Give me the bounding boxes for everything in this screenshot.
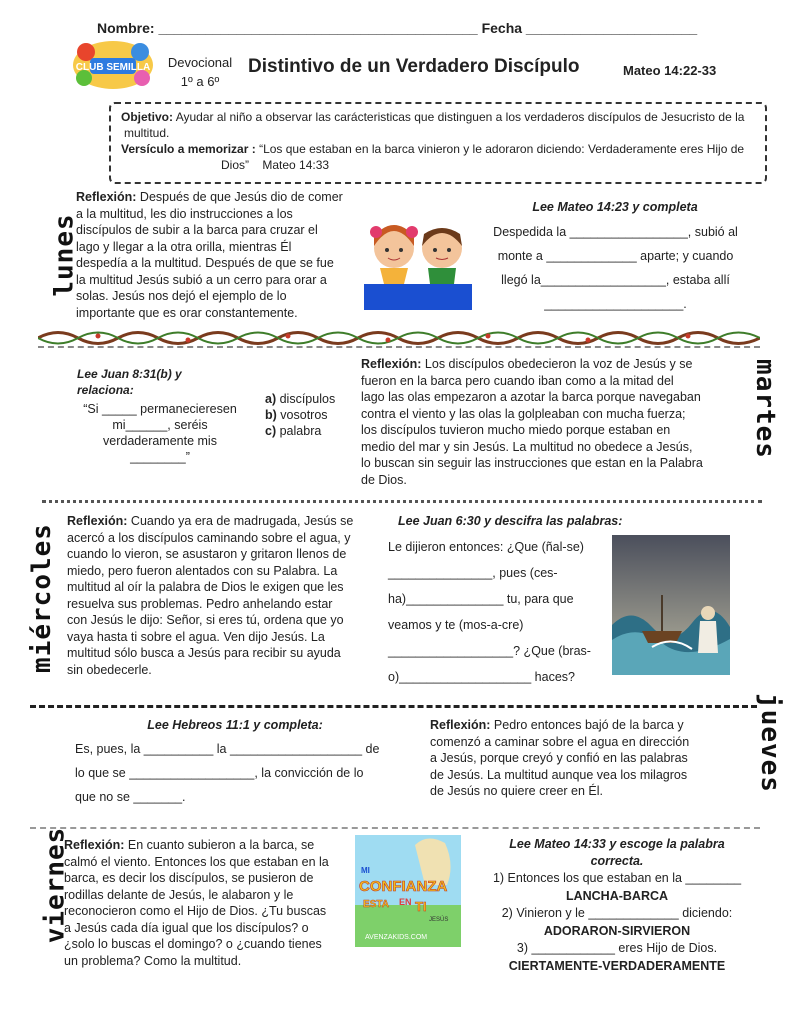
viernes-activity-title bbox=[472, 836, 762, 870]
jueves-refl-line-1: comenzó a caminar sobre el agua en dirección bbox=[430, 734, 690, 749]
objective-line-2: multitud. bbox=[124, 126, 170, 140]
reflexion-label: Reflexión: bbox=[64, 838, 125, 852]
martes-options bbox=[265, 391, 335, 439]
mie-act-line-3[interactable]: veamos y te (mos-a-cre) bbox=[388, 618, 524, 632]
martes-refl-line-6: lo buscan sin seguir las instrucciones que estan en la Palabra bbox=[361, 456, 703, 470]
martes-refl-line-0: Los discípulos obedecieron la voz de Jesús y se bbox=[424, 357, 693, 371]
mie-act-line-0[interactable]: Le dijieron entonces: ¿Que (ñal-se) bbox=[388, 540, 584, 554]
martes-refl-line-5: medio del mar y sin Jesús. La multitud no obedece a Jesús, bbox=[361, 439, 693, 454]
vie-title-line-1: Lee Mateo 14:33 y escoge la palabra bbox=[509, 837, 725, 851]
martes-refl-line-2: lago las olas empezaron a azotar la barca porque navegaban bbox=[361, 390, 701, 404]
svg-text:MI: MI bbox=[361, 866, 370, 875]
mie-refl-line-1: acercó a los discípulos caminando sobre el agua, y bbox=[67, 530, 351, 545]
vie-item-1[interactable]: 1) Entonces los que estaban en la ________ bbox=[492, 871, 742, 885]
vie-item-2[interactable]: 2) Vinieron y le _____________ diciendo: bbox=[501, 906, 733, 920]
martes-quote-line-1[interactable]: mi______, seréis bbox=[112, 418, 208, 432]
reflexion-label: Reflexión: bbox=[76, 190, 137, 204]
mie-refl-line-3: miedo, pero fueron alentados con su Palabra. La bbox=[67, 563, 338, 578]
lunes-refl-line-5: la multitud Jesús subió a un cerro para orar a bbox=[76, 272, 327, 287]
vie-item-1-answer: LANCHA-BARCA bbox=[565, 888, 669, 903]
option-b: b) vosotros bbox=[265, 408, 328, 422]
verse-line-2: Dios” Mateo 14:33 bbox=[221, 158, 330, 172]
vie-refl-line-3: rodillas delante de Jesús, le alabaron y le bbox=[64, 887, 294, 902]
jueves-refl-line-4: de Jesús no quiere creer en Él. bbox=[430, 784, 604, 798]
martes-title-line-2: relaciona: bbox=[77, 383, 134, 397]
mie-refl-line-2: cuando lo vieron, se asustaron y gritaron llenos de bbox=[67, 547, 347, 561]
miercoles-reflexion bbox=[67, 513, 387, 678]
vie-refl-line-4: reconocieron como el Hijo de Dios. ¿Tu buscas bbox=[64, 904, 327, 918]
miercoles-activity-title: Lee Juan 6:30 y descifra las palabras: bbox=[398, 514, 623, 528]
martes-quote-line-2[interactable]: verdaderamente mis bbox=[103, 434, 217, 448]
objective-label: Objetivo: bbox=[121, 110, 174, 124]
lunes-act-line-0[interactable]: Despedida la _________________, subió al bbox=[493, 225, 738, 239]
jueves-reflexion bbox=[430, 717, 730, 800]
jueves-activity-title: Lee Hebreos 11:1 y completa: bbox=[147, 718, 323, 732]
day-label-jueves: jueves bbox=[754, 693, 785, 793]
vie-refl-line-2: barca, es decir los discípulos, se pusieron de bbox=[64, 871, 314, 885]
mie-act-line-2[interactable]: ha)______________ tu, para que bbox=[388, 592, 574, 606]
vie-refl-line-0: En cuanto subieron a la barca, se bbox=[127, 838, 315, 852]
mie-act-line-5[interactable]: o)___________________ haces? bbox=[388, 670, 575, 684]
martes-refl-line-4: los discípulos tuvieron mucho miedo porque estaban en bbox=[361, 423, 671, 437]
svg-text:TI: TI bbox=[415, 899, 427, 914]
vie-refl-line-6: ¿solo lo buscas el domingo? o ¿cuando tienes bbox=[64, 937, 322, 951]
praying-children-illustration bbox=[362, 212, 474, 314]
vie-item-3[interactable]: 3) ____________ eres Hijo de Dios. bbox=[516, 941, 718, 955]
martes-refl-line-7: de Dios. bbox=[361, 472, 407, 487]
title-reference: Mateo 14:22-33 bbox=[623, 63, 717, 78]
lunes-reflexion bbox=[76, 189, 366, 321]
mie-refl-line-5: resuelva sus problemas. Pedro anhelando estar bbox=[67, 596, 333, 611]
name-date-line[interactable]: Nombre: _________________________________________ Fecha ______________________ bbox=[97, 20, 698, 36]
lunes-activity[interactable] bbox=[478, 220, 753, 316]
jueves-bottom-dashes bbox=[30, 827, 760, 829]
jueves-refl-line-3: de Jesús. La multitud aunque vea los milagros bbox=[430, 767, 688, 782]
martes-refl-line-1: fueron en la barca pero cuando iban como a la mitad del bbox=[361, 373, 674, 388]
club-semilla-logo bbox=[72, 40, 154, 90]
lunes-refl-line-2: discípulos de subir a la barca para cruzar el bbox=[76, 223, 318, 237]
lunes-act-line-3[interactable]: ____________________. bbox=[544, 297, 687, 311]
martes-refl-line-3: contra el viento y las olas la golpleaban con mucha fuerza; bbox=[361, 406, 686, 421]
jueves-act-line-1[interactable]: lo que se __________________, la convicción de lo bbox=[75, 766, 364, 780]
vie-item-3-answer: CIERTAMENTE-VERDADERAMENTE bbox=[508, 958, 726, 973]
svg-text:AVENZAKIDS.COM: AVENZAKIDS.COM bbox=[365, 934, 428, 941]
svg-text:CLUB SEMILLA: CLUB SEMILLA bbox=[75, 62, 151, 73]
storm-boat-illustration bbox=[612, 535, 730, 675]
day-label-lunes: lunes bbox=[49, 213, 80, 297]
vie-title-line-2: correcta. bbox=[590, 854, 644, 868]
objective-text bbox=[121, 109, 761, 173]
martes-bottom-dashes bbox=[42, 500, 762, 503]
mie-refl-line-7: vaya hasta ti sobre el agua. Ven dijo Jesús. La bbox=[67, 629, 325, 644]
miercoles-bottom-dashes bbox=[30, 705, 757, 708]
martes-title-line-1: Lee Juan 8:31(b) y bbox=[77, 367, 182, 381]
vie-refl-line-7: un problema? Como la multitud. bbox=[64, 953, 242, 968]
reflexion-label: Reflexión: bbox=[361, 357, 422, 371]
martes-quote-line-0[interactable]: “Si _____ permanecieresen bbox=[83, 402, 237, 416]
lunes-refl-line-3: lago y llegar a la otra orilla, mientras Él bbox=[76, 239, 292, 254]
miercoles-activity[interactable] bbox=[388, 534, 613, 690]
mie-refl-line-4: multitud al oír la palabra de Dios le exigen que les bbox=[67, 580, 344, 594]
mie-refl-line-6: con Jesús le dijo: Señor, si eres tú, ordena que yo bbox=[67, 613, 344, 627]
reflexion-label: Reflexión: bbox=[430, 718, 491, 732]
mie-refl-line-0: Cuando ya era de madrugada, Jesús se bbox=[130, 514, 354, 528]
lunes-refl-line-6: solas. Jesús nos dejó el ejemplo de lo bbox=[76, 289, 287, 303]
day-label-miercoles: miércoles bbox=[26, 523, 57, 673]
grades-label: 1º a 6º bbox=[180, 74, 220, 89]
jueves-act-line-0[interactable]: Es, pues, la __________ la ___________________ de bbox=[75, 742, 380, 756]
lunes-refl-line-4: despedía a la multitud. Después de que se fue bbox=[76, 256, 334, 270]
vie-refl-line-5: a Jesús cada día igual que los discípulos? o bbox=[64, 920, 309, 935]
option-a: a) discípulos bbox=[265, 392, 336, 406]
jueves-refl-line-0: Pedro entonces bajó de la barca y bbox=[493, 718, 684, 732]
lunes-act-line-1[interactable]: monte a _____________ aparte; y cuando bbox=[497, 249, 734, 263]
mie-act-line-4[interactable]: __________________? ¿Que (bras- bbox=[388, 644, 591, 658]
verse-label: Versículo a memorizar : bbox=[121, 142, 256, 156]
day-label-viernes: viernes bbox=[40, 826, 71, 944]
lunes-activity-title: Lee Mateo 14:23 y completa bbox=[532, 200, 698, 214]
lunes-refl-line-1: a la multitud, les dio instrucciones a los bbox=[76, 206, 293, 221]
martes-quote[interactable] bbox=[70, 401, 250, 465]
svg-text:EN: EN bbox=[399, 897, 412, 907]
reflexion-label: Reflexión: bbox=[67, 514, 128, 528]
mie-act-line-1[interactable]: _______________, pues (ces- bbox=[388, 566, 558, 580]
jueves-act-line-2[interactable]: que no se _______. bbox=[75, 790, 186, 804]
day-label-martes: martes bbox=[749, 359, 780, 459]
viernes-activity[interactable] bbox=[462, 870, 772, 975]
jueves-refl-line-2: a Jesús, porque creyó y confió en las palabras bbox=[430, 751, 688, 765]
lunes-act-line-2[interactable]: llegó la__________________, estaba allí bbox=[501, 273, 730, 287]
martes-quote-line-3[interactable]: ________” bbox=[130, 450, 190, 464]
lunes-refl-line-0: Después de que Jesús dio de comer bbox=[139, 190, 343, 204]
verse-line-1: “Los que estaban en la barca vinieron y le adoraron diciendo: Verdaderamente eres Hijo de bbox=[259, 142, 745, 156]
svg-text:ESTA: ESTA bbox=[363, 899, 389, 910]
devocional-label: Devocional bbox=[167, 55, 233, 70]
mie-refl-line-9: sin obedecerle. bbox=[67, 662, 152, 677]
martes-activity-title bbox=[77, 366, 182, 398]
viernes-reflexion bbox=[64, 837, 354, 969]
lunes-refl-line-7: importante que es orar constantemente. bbox=[76, 305, 298, 320]
option-c: c) palabra bbox=[265, 424, 322, 438]
mie-refl-line-8: multitud sólo busca a Jesús para recibir su ayuda bbox=[67, 646, 341, 660]
vie-refl-line-1: calmó el viento. Entonces los que estaban en la bbox=[64, 854, 329, 869]
lunes-bottom-dashes bbox=[38, 346, 760, 348]
objective-line-1: Ayudar al niño a observar las carácteristicas que distinguen a los verdaderos discípulos de Jesucristo de la bbox=[175, 110, 745, 124]
martes-reflexion bbox=[361, 356, 731, 488]
mi-confianza-poster bbox=[355, 835, 461, 947]
page-title: Distintivo de un Verdadero Discípulo bbox=[248, 56, 580, 77]
svg-text:JESÚS: JESÚS bbox=[429, 917, 449, 923]
vie-item-2-answer: ADORARON-SIRVIERON bbox=[543, 923, 691, 938]
svg-text:CONFIANZA: CONFIANZA bbox=[359, 878, 448, 895]
jueves-activity[interactable] bbox=[75, 737, 405, 809]
